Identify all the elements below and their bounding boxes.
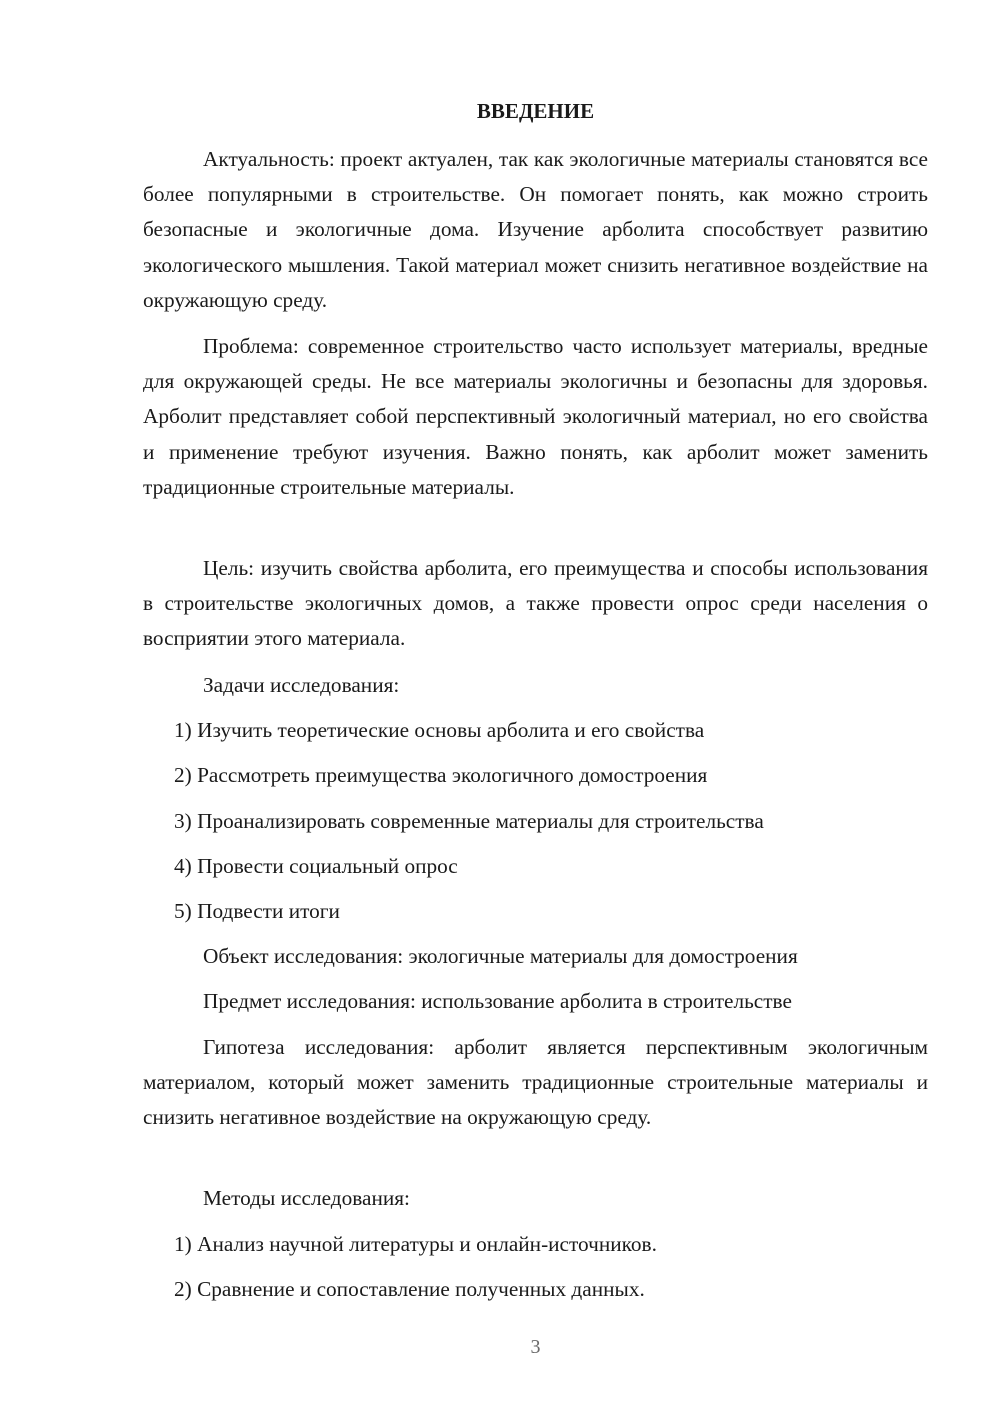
method-item-2: 2) Сравнение и сопоставление полученных данных. (174, 1277, 645, 1301)
methods-heading: Методы исследования: (203, 1186, 410, 1210)
task-item-5: 5) Подвести итоги (174, 899, 340, 923)
research-subject: Предмет исследования: использование арболита в строительстве (203, 989, 792, 1013)
task-item-1: 1) Изучить теоретические основы арболита и его свойства (174, 718, 705, 742)
task-item-2: 2) Рассмотреть преимущества экологичного домостроения (174, 763, 708, 787)
problem-paragraph: Проблема: современное строительство часто использует материалы, вредные для окружающей среды. Не все материалы экологичны и безопасны для здоровья. Арболит представляет собой перспективный экологичный материал, но его свойства и применение требуют изучения. Важно понять, как арболит может заменить традиционные строительные материалы. (143, 334, 928, 499)
goal-paragraph: Цель: изучить свойства арболита, его преимущества и способы использования в строительстве экологичных домов, а также провести опрос среди населения о восприятии этого материала. (143, 556, 928, 651)
tasks-heading: Задачи исследования: (203, 673, 400, 697)
section-title: ВВЕДЕНИЕ (476, 99, 595, 123)
relevance-paragraph: Актуальность: проект актуален, так как экологичные материалы становятся все более популярными в строительстве. Он помогает понять, как можно строить безопасные и экологичные дома. Изучение арболита способствует развитию экологического мышления. Такой материал может снизить негативное воздействие на окружающую среду. (143, 147, 928, 312)
hypothesis-paragraph: Гипотеза исследования: арболит является перспективным экологичным материалом, который может заменить традиционные строительные материалы и снизить негативное воздействие на окружающую среду. (143, 1035, 928, 1130)
research-object: Объект исследования: экологичные материалы для домостроения (203, 944, 798, 968)
page-number: 3 (530, 1336, 541, 1358)
task-item-4: 4) Провести социальный опрос (174, 854, 458, 878)
method-item-1: 1) Анализ научной литературы и онлайн-источников. (174, 1232, 657, 1256)
task-item-3: 3) Проанализировать современные материалы для строительства (174, 809, 764, 833)
